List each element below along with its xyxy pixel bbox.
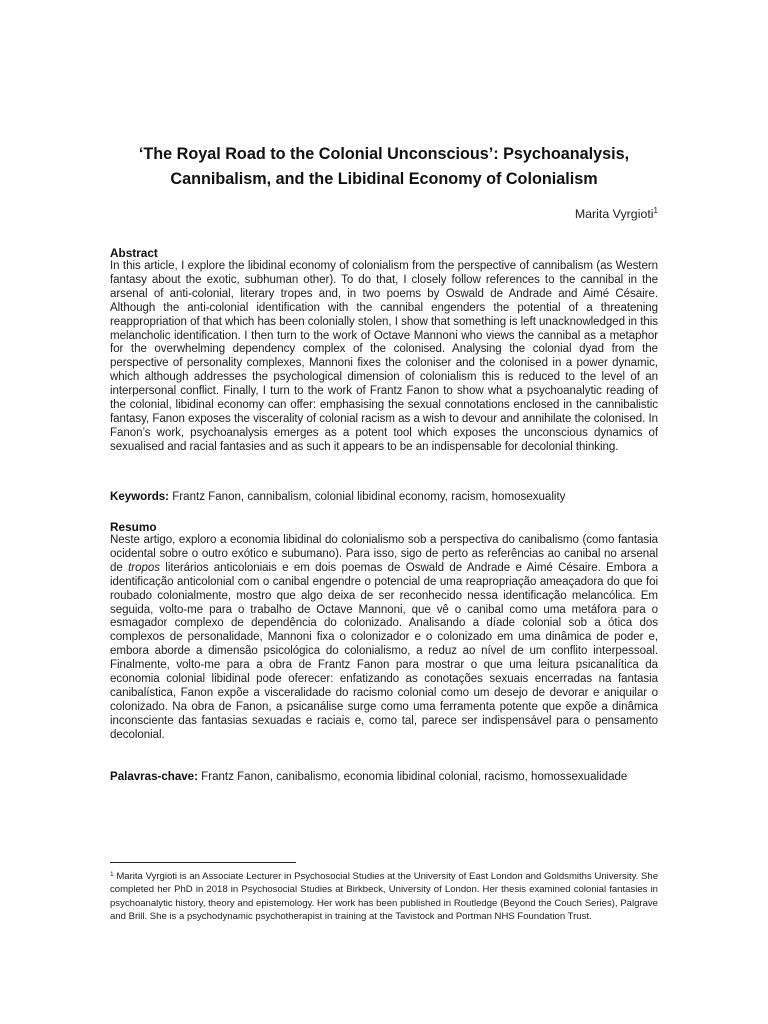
author-name: Marita Vyrgioti — [574, 207, 654, 221]
resumo-heading: Resumo — [110, 520, 157, 534]
resumo-text-part-2: literários anticoloniais e em dois poemas de Oswald de Andrade e Aimé Césaire. Embora a identificação anticolonial com o canibal engendre o potencial de uma reapropriação ameaçadora do que foi roubado colonialmente, mostro que algo deixa de ser reconhecido nessa identificação melancólica. Em seguida, volto-me para o trabalho de Octave Mannoni, que vê o canibal como uma metáfora para o esmagador complexo de dependência do colonizado. Analisando a díade colonial sob a ótica dos complexos de personalidade, Mannoni fixa o colonizador e o colonizado em uma dinâmica de poder e, embora aborde a dimensão psicológica do colonialismo, a reduz ao nível de um conflito interpessoal. Finalmente, volto-me para a obra de Frantz Fanon para mostrar o que uma leitura psicanalítica da economia colonial libidinal pode oferecer: enfatizando as conotações sexuais encerradas na fantasia canibalística, Fanon expõe a visceralidade do racismo colonial como um desejo de devorar e aniquilar o colonizado. Na obra de Fanon, a psicanálise surge como uma ferramenta potente que expõe a dinâmica inconsciente das fantasias sexuadas e raciais e, como tal, parece ser indispensável para o pensamento decolonial. — [110, 561, 658, 741]
palavras-chave-list: Frantz Fanon, canibalismo, economia libidinal colonial, racismo, homossexualidade — [201, 771, 628, 783]
footnote-mark: 1 — [110, 871, 114, 878]
palavras-chave-label: Palavras-chave: — [110, 771, 198, 783]
footnote-text: Marita Vyrgioti is an Associate Lecturer in Psychosocial Studies at the University of East London and Goldsmiths University. She completed her PhD in 2018 in Psychosocial Studies at Birkbeck, University of London. Her thesis examined colonial fantasies in psychoanalytic history, theory and epistemology. Her work has been published in Routledge (Beyond the Couch Series), Palgrave and Brill. She is a psychodynamic psychotherapist in training at the Tavistock and Portman NHS Foundation Trust. — [110, 871, 659, 922]
resumo-italic-term: tropos — [128, 561, 160, 574]
author-line — [575, 203, 658, 222]
keywords-label: Keywords: — [110, 491, 170, 503]
abstract-text: In this article, I explore the libidinal economy of colonialism from the perspective of cannibalism (as Western fantasy about the exotic, subhuman other). To do that, I closely follow references to the cannibal in the arsenal of anti-colonial, literary tropes and, in two poems by Oswald de Andrade and Aimé Césaire. Although the anti-colonial identification with the cannibal engenders the potential of a threatening reappropriation of that which has been colonially stolen, I show that something is left unacknowledged in this melancholic identification. I then turn to the work of Octave Mannoni who views the cannibal as a metaphor for the overwhelming dependency complex of the colonised. Analysing the colonial dyad from the perspective of personality complexes, Mannoni fixes the coloniser and the colonised in a power dynamic, which although addresses the psychological dimension of colonialism this is reduced to the level of an interpersonal conflict. Finally, I turn to the work of Frantz Fanon to show what a psychoanalytic reading of the colonial, libidinal economy can offer: emphasising the sexual connotations enclosed in the cannibalistic fantasy, Fanon exposes the viscerality of colonial racism as a wish to devour and annihilate the colonised. In Fanon’s work, psychoanalysis emerges as a potent tool which exposes the unconscious dynamics of sexualised and racial fantasies and as such it appears to be an indispensable for decolonial thinking. — [110, 260, 658, 453]
abstract-keywords — [110, 491, 658, 505]
abstract-heading: Abstract — [110, 246, 158, 260]
footnote — [110, 868, 658, 923]
resumo-keywords — [110, 771, 658, 785]
footnote-separator — [110, 862, 296, 863]
author-footnote-mark: 1 — [653, 206, 658, 215]
resumo-text-part-1: Neste artigo, exploro a economia libidinal do colonialismo sob a perspectiva do canibalismo (como fantasia ocidental sobre o outro exótico e subumano). Para isso, sigo de perto as referências ao canibal no arsenal de — [110, 534, 658, 574]
keywords-list: Frantz Fanon, cannibalism, colonial libidinal economy, racism, homosexuality — [172, 491, 566, 503]
article-title: ‘The Royal Road to the Colonial Unconscious’: Psychoanalysis, Cannibalism, and the Libidinal Economy of Colonialism — [138, 145, 630, 188]
resumo-text — [110, 534, 658, 743]
